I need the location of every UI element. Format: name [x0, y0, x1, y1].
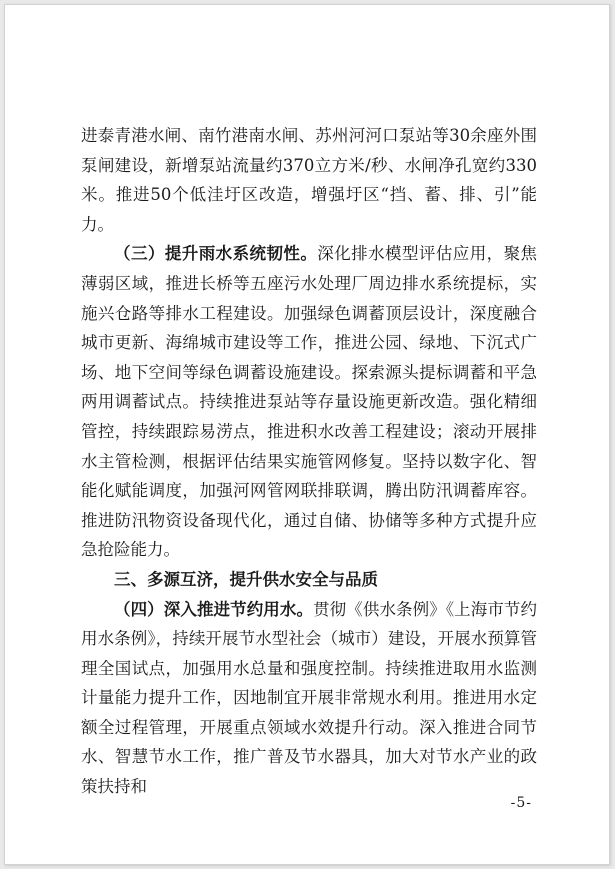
paragraph-water-saving — [81, 595, 537, 802]
document-page — [4, 4, 610, 865]
paragraph-pump-gates — [81, 121, 537, 239]
paragraph-lead: （四）深入推进节约用水。 — [114, 599, 314, 619]
paragraph-lead: （三）提升雨水系统韧性。 — [114, 244, 318, 264]
document-body — [81, 121, 537, 802]
page-number: -5- — [510, 795, 532, 811]
paragraph-rainwater-resilience — [81, 239, 537, 565]
paragraph-text: 深化排水模型评估应用，聚焦薄弱区域，推进长桥等五座污水处理厂周边排水系统提标，实施兴仓路等排水工程建设。加强绿色调蓄顶层设计，深度融合城市更新、海绵城市建设等工作，推进公园、绿地、下沉式广场、地下空间等绿色调蓄设施建设。探索源头提标调蓄和平急两用调蓄试点。持续推进泵站等存量设施更新改造。强化精细管控，持续跟踪易涝点，推进积水改善工程建设；滚动开展排水主管检测，根据评估结果实施管网修复。坚持以数字化、智能化赋能调度，加强河网管网联排联调，腾出防汛调蓄库容。推进防汛物资设备现代化，通过自储、协储等多种方式提升应急抢险能力。 — [81, 244, 537, 560]
paragraph-text: 贯彻《供水条例》《上海市节约用水条例》，持续开展节水型社会（城市）建设，开展水预算管理全国试点，加强用水总量和强度控制。持续推进取用水监测计量能力提升工作，因地制宜开展非常规水利用。推进用水定额全过程管理，开展重点领域水效提升行动。深入推进合同节水、智慧节水工作，推广普及节水器具，加大对节水产业的政策扶持和 — [81, 599, 538, 797]
section-heading: 三、多源互济，提升供水安全与品质 — [114, 569, 378, 589]
paragraph-text: 进泰青港水闸、南竹港南水闸、苏州河河口泵站等30余座外围泵闸建设，新增泵站流量约370立方米/秒、水闸净孔宽约330米。推进50个低洼圩区改造，增强圩区“挡、蓄、排、引”能力。 — [81, 126, 537, 234]
